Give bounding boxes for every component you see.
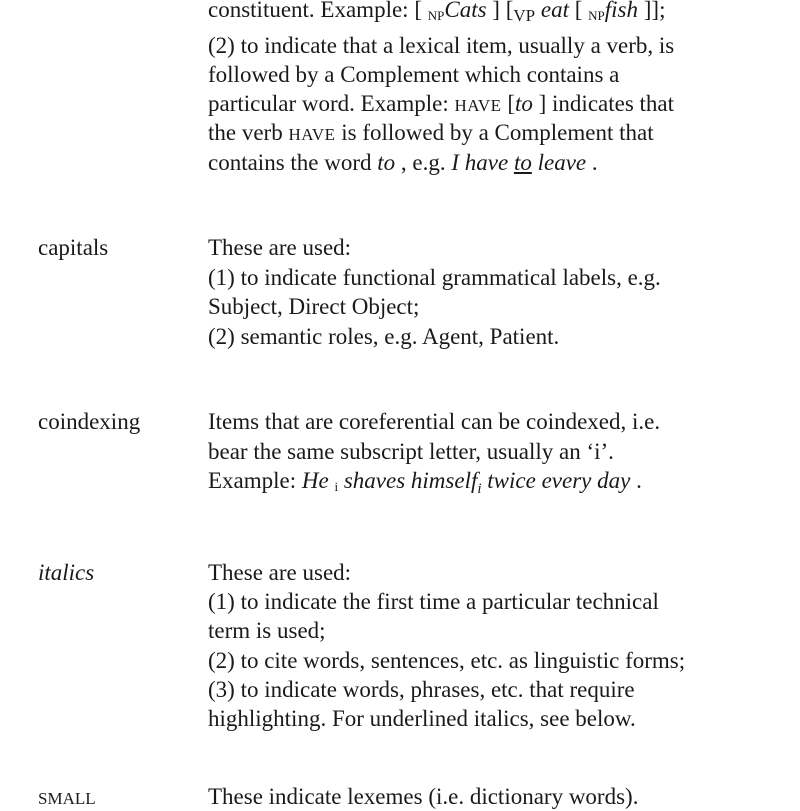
definition-line: particular word. Example: HAVE [to ] indicates that	[208, 91, 675, 116]
definition-line: These are used:	[208, 560, 352, 585]
definition-line: contains the word to , e.g. I have to leave .	[208, 150, 598, 175]
glossary-term: italics	[38, 560, 95, 585]
definition-line: Subject, Direct Object;	[208, 294, 420, 319]
glossary-term: coindexing	[38, 409, 141, 434]
definition-line: (1) to indicate the first time a particular technical	[208, 589, 659, 614]
definition-line: term is used;	[208, 618, 326, 643]
definition-line: the verb HAVE is followed by a Complement that	[208, 120, 654, 145]
definition-line: (2) to cite words, sentences, etc. as linguistic forms;	[208, 648, 686, 673]
definition-line: (1) to indicate functional grammatical labels, e.g.	[208, 265, 661, 290]
definition-line: These indicate lexemes (i.e. dictionary words).	[208, 784, 639, 809]
definition-line: followed by a Complement which contains a	[208, 62, 620, 87]
definition-line: Items that are coreferential can be coindexed, i.e.	[208, 409, 661, 434]
glossary-term: capitals	[38, 235, 109, 260]
definition-line: Example: He i shaves himself$_i$ twice every day .	[208, 468, 642, 497]
definition-line: highlighting. For underlined italics, see below.	[208, 706, 636, 731]
definition-line: These are used:	[208, 235, 352, 260]
definition-line: (3) to indicate words, phrases, etc. that require	[208, 677, 635, 702]
definition-line: bear the same subscript letter, usually an ‘i’.	[208, 439, 614, 464]
glossary-term: SMALL	[38, 789, 96, 808]
definition-line: (2) semantic roles, e.g. Agent, Patient.	[208, 324, 560, 349]
definition-line: (2) to indicate that a lexical item, usually a verb, is	[208, 33, 675, 58]
definition-line: constituent. Example: [ NPCats ] [VP eat [ NPfish ]];	[208, 0, 666, 25]
